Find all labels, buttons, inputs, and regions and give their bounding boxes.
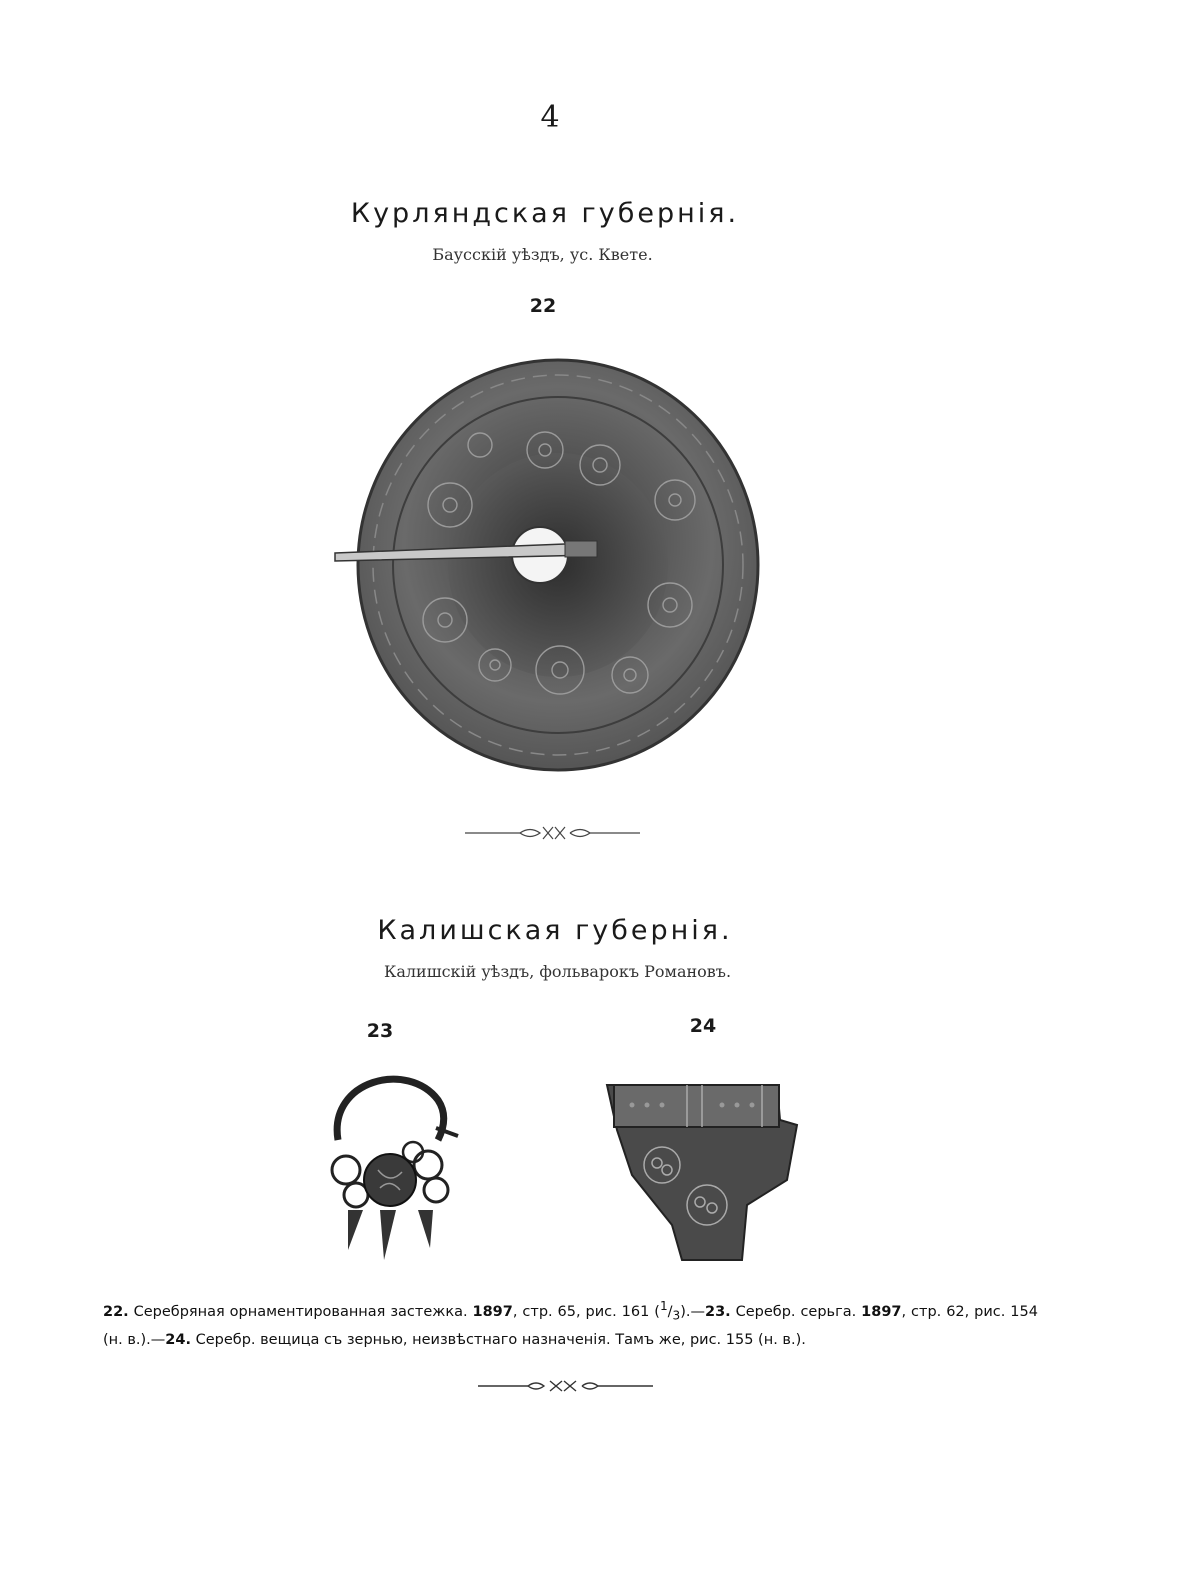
- ornamental-divider-bottom: [478, 1377, 653, 1395]
- caption-year-1: 1897: [472, 1303, 513, 1320]
- object-illustration: [602, 1075, 802, 1265]
- ornamental-divider-top: [465, 824, 640, 842]
- figure-number-24: 24: [689, 1015, 717, 1037]
- section2-subtitle: Калишскій уѣздъ, фольварокъ Романовъ.: [383, 962, 732, 981]
- section2-title: Калишская губернія.: [377, 915, 733, 946]
- earring-illustration: [318, 1060, 468, 1265]
- fraction-numerator: 1: [659, 1299, 668, 1313]
- figure-number-22: 22: [529, 295, 557, 317]
- page-number: 4: [540, 100, 560, 135]
- caption-ref-23: 23.: [704, 1303, 731, 1320]
- caption-separator-1: ).—: [680, 1303, 705, 1320]
- section1-title: Курляндская губернія.: [350, 198, 740, 229]
- caption-text-page-23: , стр. 62, рис. 154 (н. в.).—: [103, 1303, 1038, 1348]
- caption-year-2: 1897: [861, 1303, 902, 1320]
- fraction-denominator: 3: [672, 1308, 681, 1323]
- brooch-illustration: [330, 355, 770, 775]
- figure-number-23: 23: [366, 1020, 394, 1042]
- caption-ref-22: 22.: [103, 1303, 129, 1320]
- figure-caption: 22. Серебряная орнаментированная застежка. 1897, стр. 65, рис. 161 $(^1/_3).—23$. Серебр. серьга. 1897, стр. 62, рис. 154 (н. в.).—24. Серебр. вещица съ зернью, неизвѣстнаго назначенія. Тамъ же, рис. 155 (н. в.).: [103, 1299, 1038, 1348]
- caption-ref-24: 24.: [165, 1331, 191, 1348]
- caption-text-24: Серебр. вещица съ зернью, неизвѣстнаго назначенія. Тамъ же, рис. 155 (н. в.).: [190, 1331, 806, 1348]
- caption-text-page-22: , стр. 65, рис. 161 (: [512, 1303, 660, 1320]
- caption-text-23: Серебр. серьга.: [730, 1303, 862, 1320]
- section1-subtitle: Бауcскій уѣздъ, ус. Квете.: [432, 245, 653, 264]
- caption-text-22: Серебряная орнаментированная застежка.: [128, 1303, 473, 1320]
